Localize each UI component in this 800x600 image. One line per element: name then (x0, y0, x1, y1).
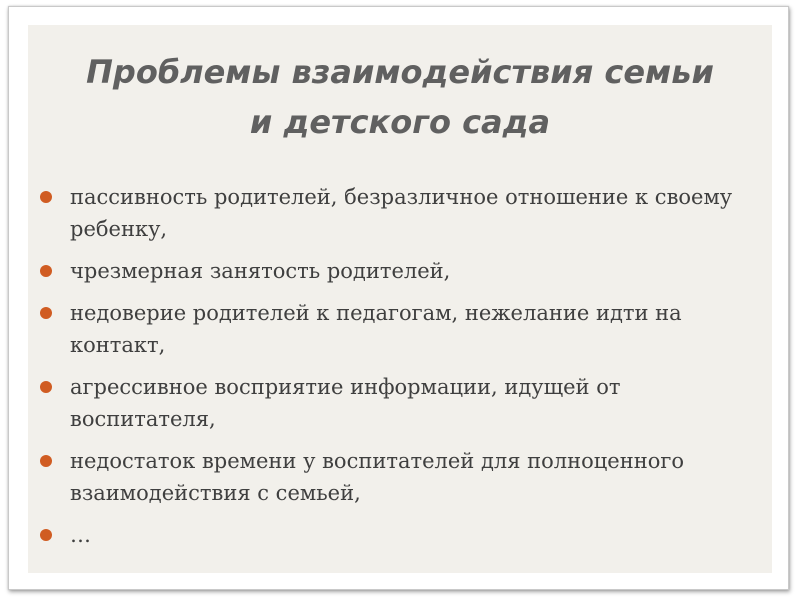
bullet-item (40, 445, 760, 509)
bullet-item (40, 519, 760, 551)
slide-title-line-1: Проблемы взаимодействия семьи (86, 53, 714, 91)
bullet-dot-icon (40, 307, 52, 319)
slide-title (28, 47, 772, 147)
bullet-item (40, 181, 760, 245)
bullet-text: пассивность родителей, безразличное отношение к своему ребенку, (70, 185, 733, 241)
bullet-dot-icon (40, 265, 52, 277)
slide-title-line-2: и детского сада (249, 103, 551, 141)
bullet-text: … (70, 523, 91, 547)
bullet-text: недостаток времени у воспитателей для полноценного взаимодействия с семьей, (70, 449, 684, 505)
bullet-dot-icon (40, 381, 52, 393)
bullet-item (40, 371, 760, 435)
slide-frame (8, 6, 789, 590)
bullet-text: недоверие родителей к педагогам, нежелание идти на контакт, (70, 301, 682, 357)
bullet-dot-icon (40, 191, 52, 203)
slide-content (28, 25, 772, 573)
bullet-list (40, 181, 760, 561)
bullet-item (40, 297, 760, 361)
bullet-dot-icon (40, 455, 52, 467)
bullet-dot-icon (40, 529, 52, 541)
bullet-item (40, 255, 760, 287)
bullet-text: агрессивное восприятие информации, идущей от воспитателя, (70, 375, 621, 431)
bullet-text: чрезмерная занятость родителей, (70, 259, 451, 283)
